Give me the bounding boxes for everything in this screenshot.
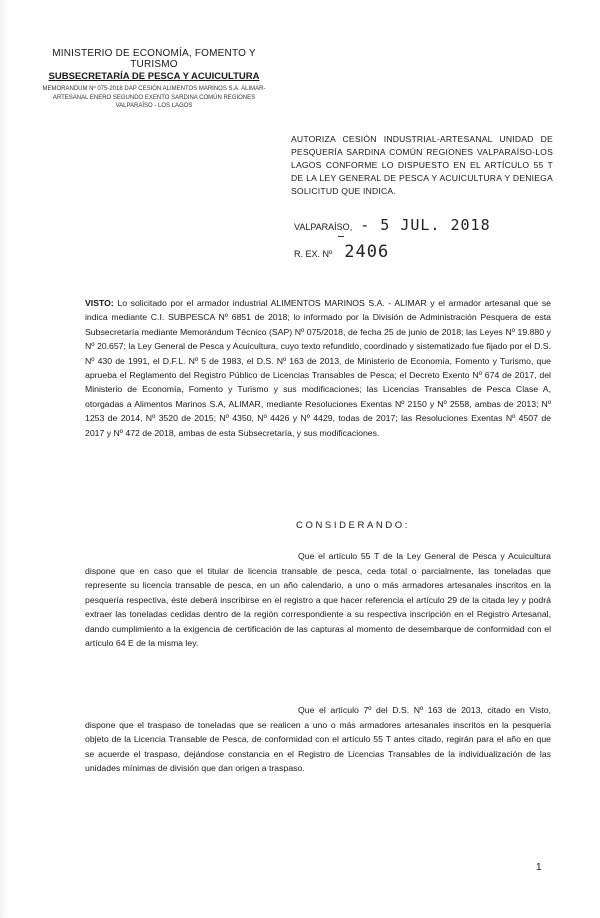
resolution-label: R. EX. Nº bbox=[294, 249, 333, 259]
letterhead bbox=[34, 48, 274, 111]
considerando-title: CONSIDERANDO: bbox=[296, 520, 411, 531]
subsecretaria-name: SUBSECRETARÍA DE PESCA Y ACUICULTURA bbox=[48, 71, 260, 82]
resolution-subject: AUTORIZA CESIÓN INDUSTRIAL-ARTESANAL UNIDAD DE PESQUERÍA SARDINA COMÚN REGIONES VALPARAÍSO-LOS LAGOS CONFORME LO DISPUESTO EN EL ARTÍCULO 55 T DE LA LEY GENERAL DE PESCA Y ACUICULTURA Y DENIEGA SOLICITUD QUE INDICA. bbox=[291, 134, 553, 196]
reference-line: MEMORANDUM Nº 075-2018 DAP CESIÓN ALIMENTOS MARINOS S.A. ALIMAR- bbox=[42, 86, 266, 92]
handwritten-date: - 5 JUL. 2018 bbox=[360, 216, 491, 234]
resolution-number-line bbox=[294, 242, 389, 262]
reference-line: ARTESANAL ENERO SEGUNDO EXENTO SARDINA COMÚN REGIONES bbox=[52, 94, 256, 101]
resolution-number: 2406 bbox=[344, 242, 390, 262]
considerando-paragraph-1: Que el artículo 55 T de la Ley General de Pesca y Acuicultura dispone que en caso que el titular de licencia transable de pesca, ceda total o parcialmente, las toneladas que represente su licencia transable de pesca, en un año calendario, a uno o más armadores artesanales inscritos en la pesquería respectiva, éste deberá inscribirse en el registro a que hacer referencia el artículo 29 de la citada ley y podrá extraer las toneladas cedidas dentro de la región correspondiente a su respectiva inscripción en el Registro Artesanal, dando cumplimiento a la exigencia de certificación de las capturas al momento de desembarque de conformidad con el artículo 64 E de la misma ley. bbox=[85, 551, 551, 648]
date-city: VALPARAÍSO, bbox=[294, 222, 353, 232]
divider-mark bbox=[338, 236, 344, 237]
reference-line: VALPARAÍSO - LOS LAGOS bbox=[115, 103, 193, 109]
visto-section bbox=[85, 296, 551, 440]
date-line bbox=[294, 216, 491, 234]
scan-crease bbox=[0, 0, 8, 918]
visto-text: Lo solicitado por el armador industrial ALIMENTOS MARINOS S.A. - ALIMAR y el armador artesanal que se indica mediante C.I. SUBPESCA Nº 6851 de 2018; lo informado por la División de Administración Pesquera de esta Subsecretaría mediante Memorándum Técnico (SAP) Nº 075/2018, de fecha 25 de junio de 2018; las Leyes Nº 19.880 y Nº 20.657; la Ley General de Pesca y Acuicultura, cuyo texto refundido, coordinado y sistematizado fue fijado por el D.S. Nº 430 de 1991, el D.F.L. Nº 5 de 1983, el D.S. Nº 163 de 2013, de Ministerio de Economía, Fomento y Turismo, que aprueba el Reglamento del Registro Público de Licencias Transables de Pesca; el Decreto Exento Nº 674 de 2017, del Ministerio de Economía, Fomento y Turismo y sus modificaciones; las Licencias Transables de Pesca Clase A, otorgadas a Alimentos Marinos S.A, ALIMAR, mediante Resoluciones Exentas Nº 2150 y Nº 2558, ambas de 2013; Nº 1253 de 2014, Nº 3520 de 2015; Nº 4350, Nº 4426 y Nº 4429, todas de 2017; las Resoluciones Exentas Nº 4507 de 2017 y Nº 472 de 2018, ambas de esta Subsecretaría, y sus modificaciones. bbox=[85, 298, 551, 438]
ministry-name: MINISTERIO DE ECONOMÍA, FOMENTO Y TURISMO bbox=[52, 48, 256, 70]
page-number: 1 bbox=[536, 862, 542, 873]
visto-label: VISTO: bbox=[85, 298, 114, 308]
reference-block bbox=[34, 85, 274, 111]
considerando-paragraph-2: Que el artículo 7º del D.S. Nº 163 de 2013, citado en Visto, dispone que el traspaso de toneladas que se realicen a uno o más armadores artesanales inscritos en la pesquería objeto de la Licencia Transable de Pesca, de conformidad con el artículo 55 T antes citado, regirán para el año en que se acuerde el traspaso, dejándose constancia en el Registro de Licencias Transables de la individualización de las unidades mínimas de división que dan origen a traspaso. bbox=[85, 705, 551, 773]
